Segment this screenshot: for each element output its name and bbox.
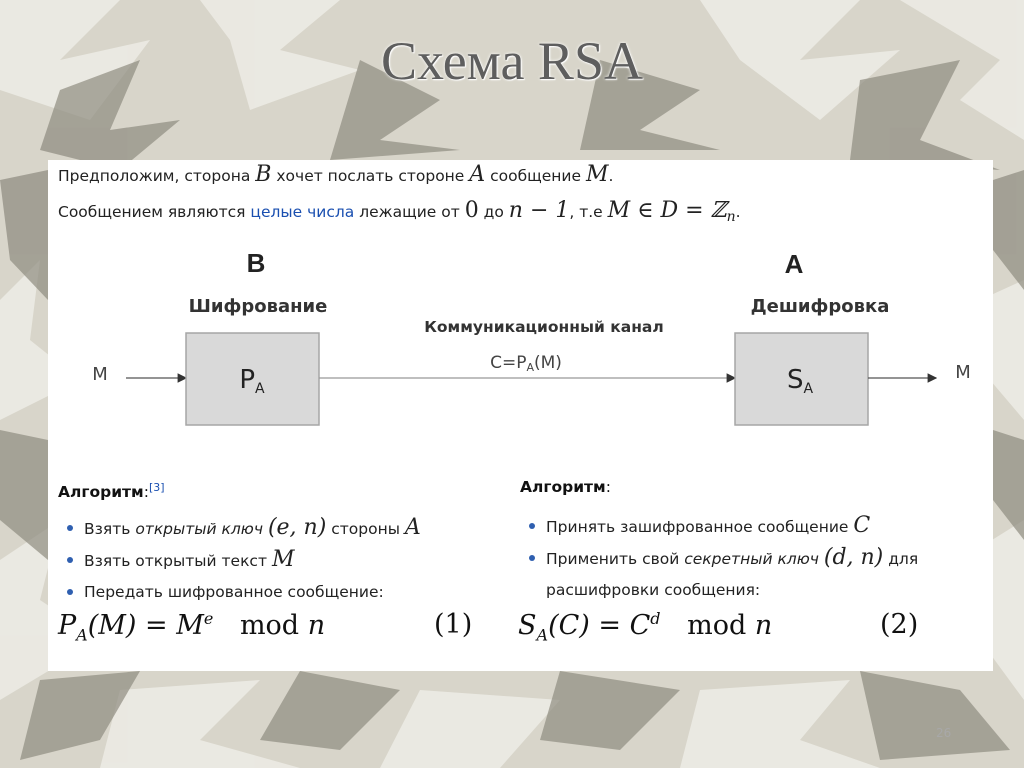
range-start: 0 bbox=[464, 198, 479, 223]
public-key-expression: (e, n) bbox=[267, 515, 327, 540]
slide-title: Схема RSA bbox=[381, 31, 643, 91]
list-item bbox=[520, 510, 918, 542]
formula-subscript: A bbox=[76, 625, 88, 645]
step-italic: секретный ключ bbox=[684, 550, 819, 568]
private-key-expression: (d, n) bbox=[823, 545, 884, 570]
intro-text: Предположим, сторона bbox=[58, 167, 251, 185]
range-end: n − 1 bbox=[508, 198, 570, 223]
party-a-symbol: A bbox=[404, 515, 421, 540]
ciphertext-symbol: C bbox=[853, 513, 871, 538]
formula-modulus: n bbox=[307, 610, 326, 641]
step-text: Взять bbox=[84, 520, 131, 538]
step-text: Взять открытый текст bbox=[84, 552, 267, 570]
intro-text: Сообщением являются bbox=[58, 203, 246, 221]
party-a-symbol: A bbox=[469, 162, 486, 187]
formula-body: (M) = M bbox=[87, 610, 204, 641]
intro-text: лежащие от bbox=[359, 203, 460, 221]
rsa-figure-panel bbox=[48, 160, 993, 671]
algorithm-right-title bbox=[520, 478, 611, 496]
output-message-label: M bbox=[955, 362, 971, 383]
list-item-continuation bbox=[520, 574, 918, 606]
list-item bbox=[58, 544, 421, 576]
decrypt-title: Дешифровка bbox=[750, 296, 890, 317]
input-message-label: M bbox=[92, 364, 108, 385]
algorithm-left-heading: Алгоритм bbox=[58, 483, 144, 502]
step-text: расшифровки сообщения: bbox=[546, 581, 761, 599]
decryption-formula bbox=[518, 609, 772, 644]
intro-text: сообщение bbox=[490, 167, 582, 185]
intro-text: до bbox=[483, 203, 504, 221]
formula-exponent: d bbox=[650, 609, 661, 628]
rsa-scheme-diagram bbox=[48, 160, 993, 460]
list-item bbox=[58, 512, 421, 544]
encryption-formula bbox=[58, 609, 325, 644]
label-party-a: A bbox=[784, 249, 804, 279]
message-symbol: M bbox=[585, 162, 609, 187]
intro-text: хочет послать стороне bbox=[276, 167, 465, 185]
algorithm-left-colon: : bbox=[143, 483, 149, 502]
intro-punct: . bbox=[608, 167, 614, 185]
equation-number-1: (1) bbox=[434, 609, 473, 640]
formula-body: (C) = C bbox=[548, 610, 651, 641]
list-item bbox=[58, 576, 421, 608]
algorithm-left-steps bbox=[58, 512, 421, 608]
step-text: Передать шифрованное сообщение: bbox=[84, 583, 384, 601]
step-text: стороны bbox=[331, 520, 400, 538]
formula-exponent: e bbox=[203, 609, 214, 628]
algorithm-right-colon: : bbox=[605, 478, 611, 496]
encrypt-title: Шифрование bbox=[188, 296, 328, 317]
algorithm-left-title bbox=[58, 481, 165, 501]
plaintext-symbol: M bbox=[271, 547, 295, 572]
set-subscript: n bbox=[726, 209, 736, 226]
equation-number-2: (2) bbox=[880, 609, 919, 640]
step-italic: открытый ключ bbox=[135, 520, 264, 538]
decrypt-box-label: SA bbox=[786, 365, 814, 397]
step-text: Применить свой bbox=[546, 550, 680, 568]
formula-modulus: n bbox=[754, 610, 773, 641]
channel-title: Коммуникационный канал bbox=[424, 318, 664, 336]
step-text: для bbox=[888, 550, 919, 568]
formula-subscript: A bbox=[536, 625, 549, 645]
encrypt-box-label: PA bbox=[239, 365, 265, 397]
intro-punct: . bbox=[735, 203, 741, 221]
formula-symbol: P bbox=[58, 610, 77, 641]
algorithm-right-heading: Алгоритм bbox=[520, 478, 606, 496]
formula-symbol: S bbox=[518, 610, 537, 641]
algorithm-right-steps bbox=[520, 510, 918, 606]
label-party-b: B bbox=[246, 248, 266, 278]
list-item bbox=[520, 542, 918, 574]
intro-text: , т.е bbox=[569, 203, 603, 221]
page-number: 26 bbox=[936, 726, 952, 740]
channel-expression: C=PA(M) bbox=[490, 353, 562, 374]
integers-link[interactable]: целые числа bbox=[250, 203, 355, 221]
citation-link[interactable]: [3] bbox=[148, 481, 165, 494]
formula-mod: mod bbox=[239, 610, 300, 641]
formula-mod: mod bbox=[687, 610, 747, 641]
party-b-symbol: B bbox=[255, 162, 272, 187]
set-expression: M ∈ D = ℤ bbox=[607, 198, 727, 223]
step-text: Принять зашифрованное сообщение bbox=[546, 518, 849, 536]
